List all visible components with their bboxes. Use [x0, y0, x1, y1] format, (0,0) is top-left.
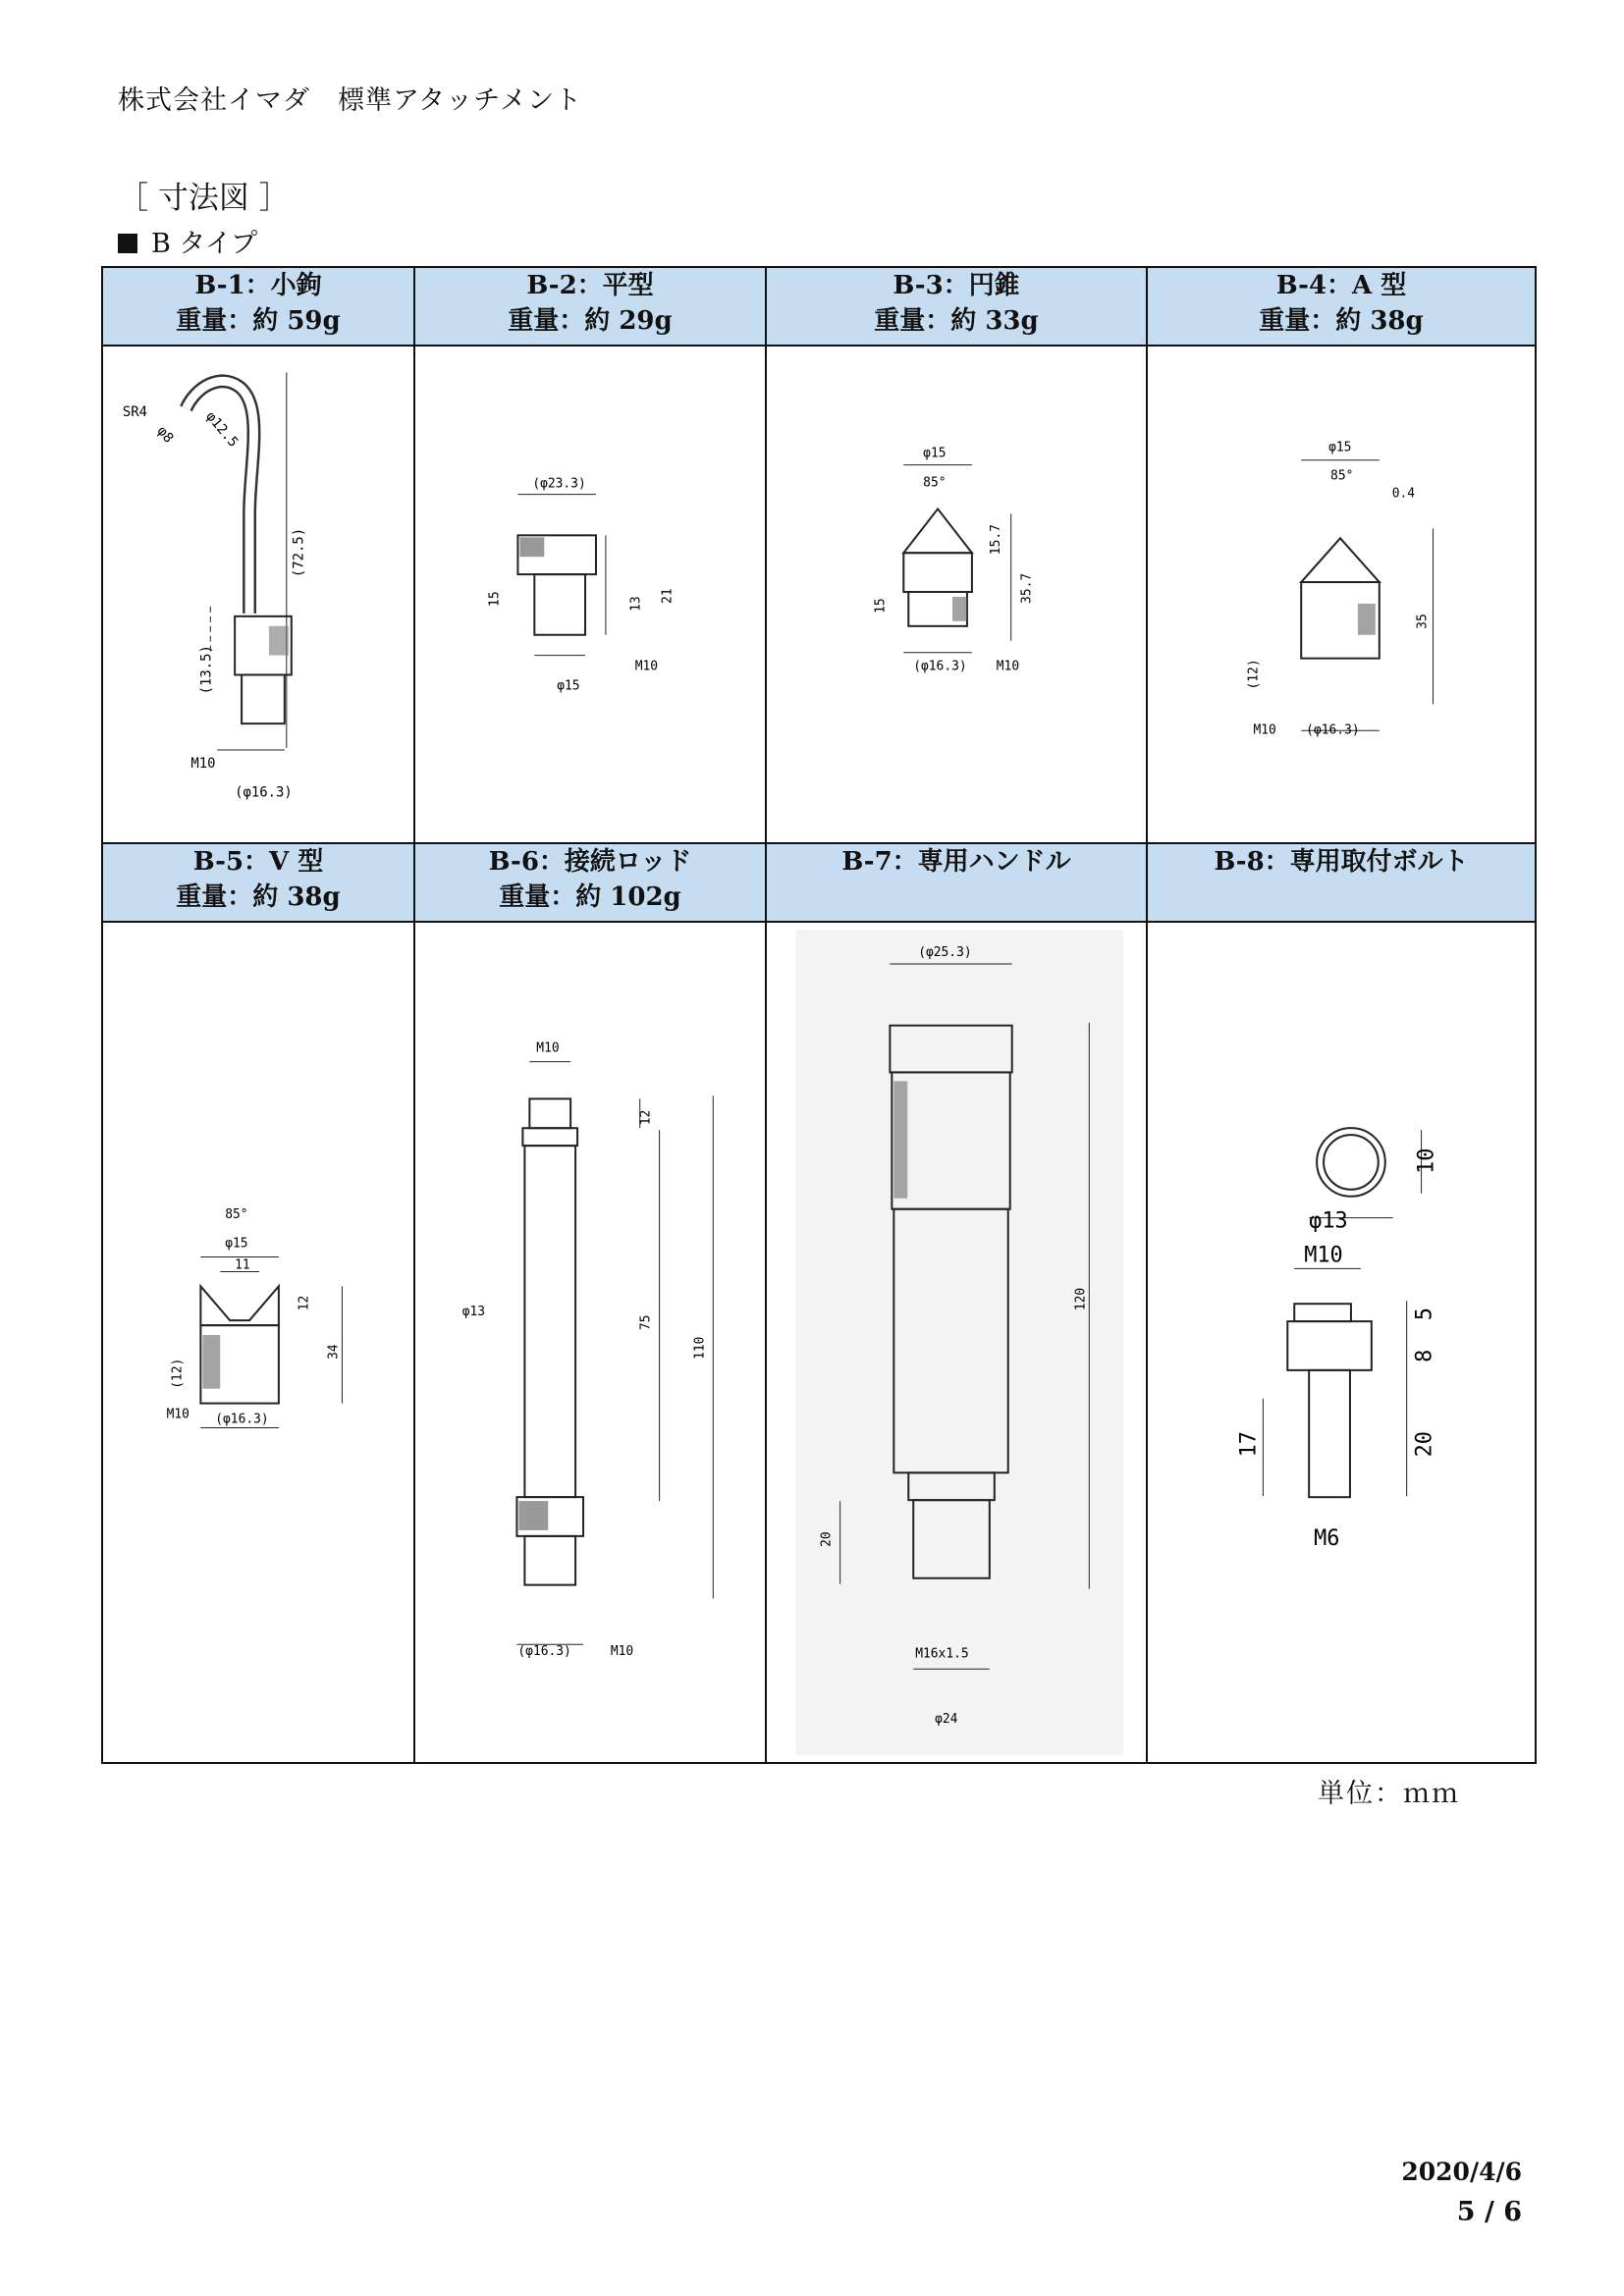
- label-h1: 5: [1412, 1307, 1437, 1321]
- item-weight: 重量：約 29g: [508, 306, 673, 336]
- label-angle: 85°: [923, 475, 947, 491]
- hook-drawing: [103, 347, 413, 842]
- label-w1: (φ25.3): [918, 945, 972, 961]
- document-header: 株式会社イマダ 標準アタッチメント: [118, 85, 583, 116]
- cell-header-b5: [102, 843, 414, 922]
- dimension-table: [101, 266, 1537, 1764]
- unit-note: 単位：ｍｍ: [1318, 1779, 1460, 1809]
- item-name: B-4：A 型: [1275, 271, 1407, 300]
- label-w2: φ15: [557, 678, 580, 694]
- label-m1: M10: [536, 1041, 560, 1056]
- cell-header-b3: [766, 267, 1147, 346]
- cell-header-b4: [1147, 267, 1536, 346]
- section-title: ［ 寸法図 ］: [118, 181, 290, 216]
- cell-header-b8: [1147, 843, 1536, 922]
- cell-header-b7: [766, 843, 1147, 922]
- label-h3: 17: [1236, 1431, 1262, 1458]
- label-h3: 110: [692, 1336, 708, 1360]
- label-diameter: φ13: [1309, 1208, 1348, 1234]
- item-weight: 重量：約 102g: [499, 882, 681, 912]
- item-weight: 重量：約 33g: [874, 306, 1039, 336]
- item-name: B-2：平型: [526, 271, 654, 300]
- label-width: (φ16.3): [235, 784, 293, 801]
- item-name: B-7：専用ハンドル: [841, 847, 1071, 877]
- label-angle: 85°: [1330, 468, 1354, 484]
- label-height: (72.5): [291, 527, 307, 578]
- label-thread: M10: [190, 755, 216, 772]
- label-tip: 0.4: [1391, 486, 1416, 502]
- label-w2: (φ16.3): [215, 1412, 269, 1427]
- label-h2: 20: [819, 1531, 835, 1547]
- item-name: B-3：円錐: [893, 271, 1020, 300]
- drawing-b6: [414, 922, 766, 1763]
- bolt-drawing: [1148, 923, 1535, 1762]
- label-h1: 120: [1073, 1287, 1089, 1311]
- label-w1: φ15: [923, 446, 947, 461]
- label-m1: M10: [1304, 1243, 1343, 1268]
- label-h4: 20: [1412, 1431, 1437, 1458]
- label-h0: 10: [1414, 1148, 1439, 1174]
- cone-drawing: [767, 347, 1146, 842]
- label-h1: 35: [1415, 614, 1431, 629]
- label-w1: φ15: [225, 1236, 248, 1252]
- label-h2: 35.7: [1019, 572, 1035, 604]
- square-bullet-icon: [118, 234, 137, 253]
- document-date: 2020/4/6: [1401, 2158, 1522, 2186]
- drawing-b1: [102, 346, 414, 843]
- label-h3: (12): [170, 1358, 186, 1389]
- page-number: 5 / 6: [1456, 2197, 1522, 2227]
- item-name: B-6：接続ロッド: [488, 847, 692, 877]
- label-thread: M10: [166, 1407, 189, 1422]
- drawing-b5: [102, 922, 414, 1763]
- flat-drawing: [415, 347, 765, 842]
- label-width: (φ16.3): [517, 1644, 571, 1660]
- drawing-b8: [1147, 922, 1536, 1763]
- label-h1: 12: [297, 1295, 312, 1311]
- label-w2: φ24: [935, 1711, 958, 1727]
- label-d2: φ8: [153, 423, 177, 447]
- a-type-drawing: [1148, 347, 1535, 842]
- label-angle: 85°: [225, 1206, 248, 1222]
- label-sr: SR4: [122, 404, 147, 421]
- item-name: B-1：小鉤: [194, 271, 322, 300]
- item-weight: 重量：約 59g: [176, 306, 341, 336]
- label-h3: 21: [660, 588, 676, 604]
- label-w0: 11: [235, 1257, 250, 1273]
- label-w2: (φ16.3): [913, 659, 967, 674]
- cell-header-b1: [102, 267, 414, 346]
- label-diameter: φ13: [461, 1305, 486, 1320]
- drawing-b2: [414, 346, 766, 843]
- drawing-b4: [1147, 346, 1536, 843]
- label-h1: 15: [487, 591, 503, 607]
- label-thread: M10: [634, 659, 659, 674]
- v-type-drawing: [103, 923, 413, 1762]
- label-w1: φ15: [1328, 440, 1352, 455]
- label-d1: φ12.5: [202, 408, 242, 451]
- label-h1: 12: [638, 1109, 654, 1126]
- subsection-label: B タイプ: [151, 229, 258, 259]
- subsection-title: [118, 222, 257, 260]
- label-thread: M10: [1253, 722, 1276, 738]
- label-h2: 75: [638, 1314, 654, 1331]
- label-thread: M16x1.5: [915, 1646, 969, 1662]
- drawing-b3: [766, 346, 1147, 843]
- item-name: B-5：V 型: [192, 847, 324, 877]
- label-m2: M10: [610, 1644, 634, 1660]
- item-weight: 重量：約 38g: [176, 882, 341, 912]
- item-weight: 重量：約 38g: [1259, 306, 1424, 336]
- label-h2: (12): [1246, 659, 1262, 690]
- label-w1: (φ23.3): [532, 476, 586, 492]
- handle-drawing: [767, 923, 1146, 1762]
- label-h1: 15.7: [988, 524, 1003, 556]
- label-thread: M10: [996, 659, 1020, 674]
- label-h2: 13: [628, 596, 644, 612]
- cell-header-b2: [414, 267, 766, 346]
- label-height2: (13.5): [198, 645, 215, 695]
- label-h3: 15: [873, 598, 889, 614]
- label-w2: (φ16.3): [1306, 722, 1360, 738]
- label-h2: 8: [1412, 1349, 1437, 1362]
- label-m2: M6: [1314, 1525, 1340, 1551]
- drawing-b7: [766, 922, 1147, 1763]
- rod-drawing: [415, 923, 765, 1762]
- label-h2: 34: [326, 1344, 342, 1360]
- cell-header-b6: [414, 843, 766, 922]
- item-name: B-8：専用取付ボルト: [1214, 847, 1469, 877]
